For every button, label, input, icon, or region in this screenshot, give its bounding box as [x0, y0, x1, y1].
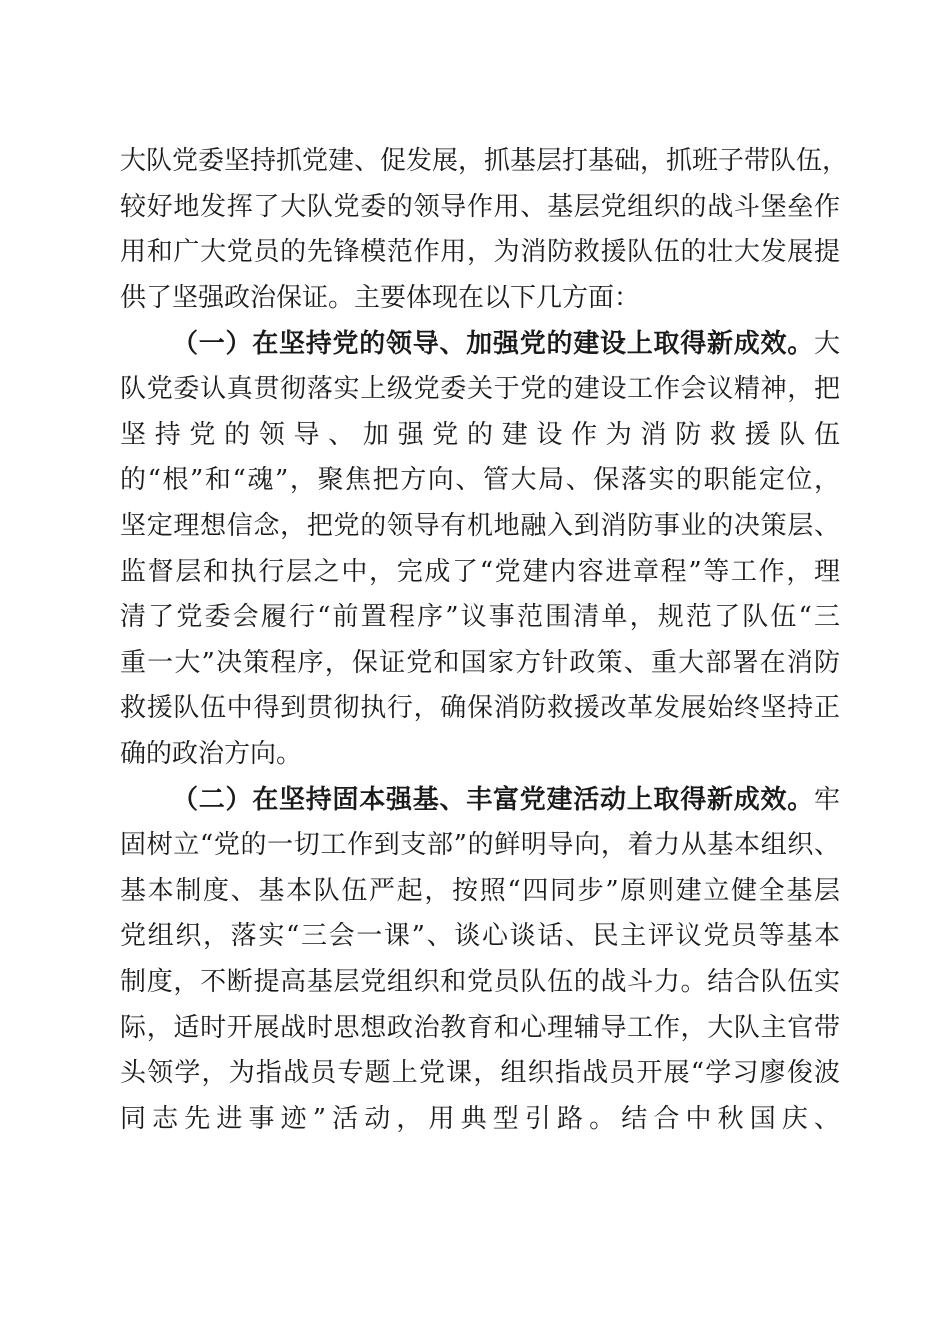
section-1-first-tail: 大 — [813, 329, 840, 359]
section-1-heading: （一）在坚持党的领导、加强党的建设上取得新成效。 — [172, 329, 814, 359]
intro-line: 用和广大党员的先锋模范作用，为消防救援队伍的壮大发展提 — [120, 237, 840, 267]
section-1-line: 重一大”决策程序，保证党和国家方针政策、重大部署在消防 — [120, 648, 840, 678]
section-1-line: 坚持党的领导、加强党的建设作为消防救援队伍 — [120, 420, 840, 450]
section-2-line: 固树立“党的一切工作到支部”的鲜明导向，着力从基本组织、 — [120, 830, 840, 860]
section-1-line: 队党委认真贯彻落实上级党委关于党的建设工作会议精神，把 — [120, 374, 840, 404]
section-1-line: 坚定理想信念，把党的领导有机地融入到消防事业的决策层、 — [120, 511, 840, 541]
section-2-line: 制度，不断提高基层党组织和党员队伍的战斗力。结合队伍实 — [120, 967, 840, 997]
section-1-line: 清了党委会履行“前置程序”议事范围清单，规范了队伍“三 — [120, 602, 840, 632]
intro-line: 大队党委坚持抓党建、促发展，抓基层打基础，抓班子带队伍， — [120, 146, 849, 176]
section-2-first-tail: 牢 — [813, 785, 840, 815]
section-1-line: 确的政治方向。 — [120, 739, 303, 769]
section-1-line: 救援队伍中得到贯彻执行，确保消防救援改革发展始终坚持正 — [120, 693, 840, 723]
intro-line: 供了坚强政治保证。主要体现在以下几方面： — [120, 283, 641, 313]
section-2-line: 头领学，为指战员专题上党课，组织指战员开展“学习廖俊波 — [120, 1058, 840, 1088]
section-1-line: 的“根”和“魂”，聚焦把方向、管大局、保落实的职能定位， — [120, 465, 840, 495]
section-2-line: 基本制度、基本队伍严起，按照“四同步”原则建立健全基层 — [120, 876, 840, 906]
section-2-first-line — [172, 777, 840, 823]
section-1-first-line — [172, 321, 840, 367]
section-2-line: 党组织，落实“三会一课”、谈心谈话、民主评议党员等基本 — [120, 921, 840, 951]
section-1-line: 监督层和执行层之中，完成了“党建内容进章程”等工作，理 — [120, 557, 840, 587]
section-2-line: 同志先进事迹”活动，用典型引路。结合中秋国庆、 — [120, 1104, 840, 1134]
intro-line: 较好地发挥了大队党委的领导作用、基层党组织的战斗堡垒作 — [120, 192, 840, 222]
section-2-line: 际，适时开展战时思想政治教育和心理辅导工作，大队主官带 — [120, 1013, 840, 1043]
section-2-heading: （二）在坚持固本强基、丰富党建活动上取得新成效。 — [172, 785, 814, 815]
